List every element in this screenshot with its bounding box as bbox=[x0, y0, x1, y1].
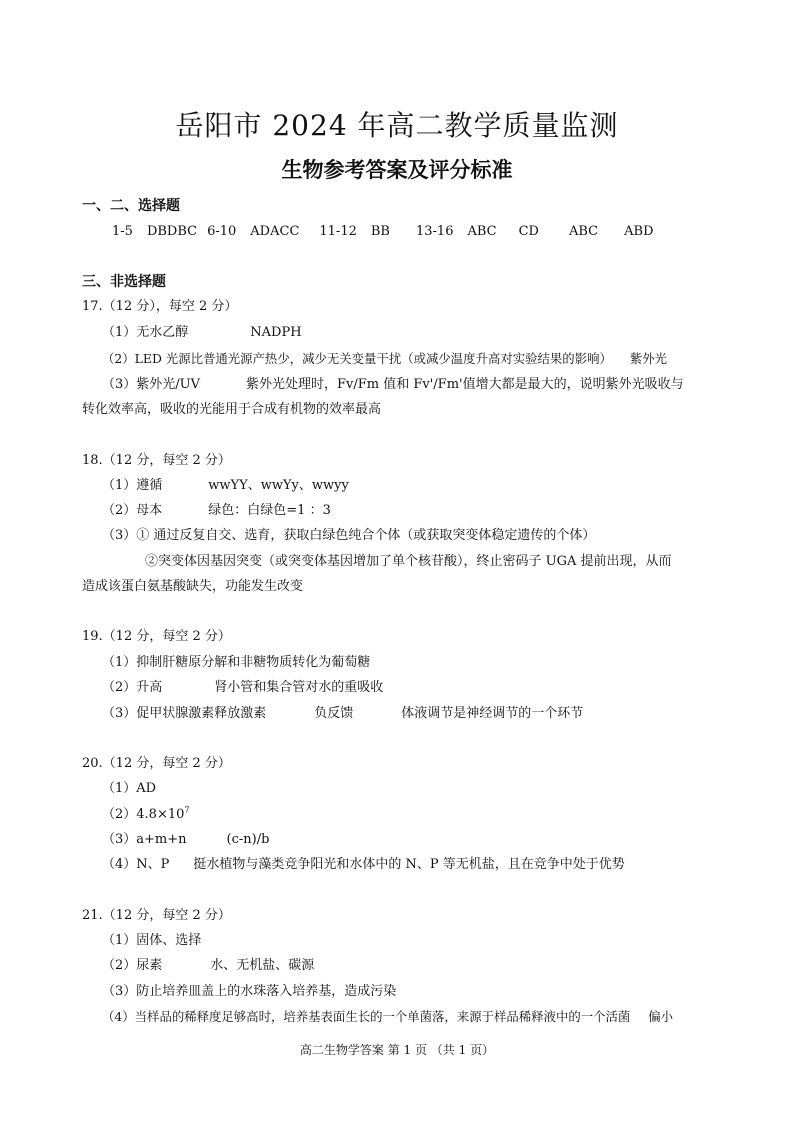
q21-answer-4b: 偏小 bbox=[648, 1009, 674, 1024]
page-footer: 高二生物学答案 第 1 页 （共 1 页） bbox=[299, 1043, 495, 1057]
q21-answer-4a: （4）当样品的稀释度足够高时，培养基表面生长的一个单菌落，来源于样品稀释液中的一个活菌 bbox=[102, 1009, 631, 1024]
q20-header: 20.（12 分，每空 2 分） bbox=[82, 756, 231, 771]
q20-answer-4 bbox=[102, 856, 625, 874]
section-heading-nonchoice: 三、非选择题 bbox=[82, 274, 166, 290]
q17-answer-3b: 紫外光处理时，Fv/Fm 值和 Fv'/Fm'值增大都是最大的，说明紫外光吸收与 bbox=[246, 377, 684, 392]
answer-range: 13-16 bbox=[415, 224, 454, 239]
q19-answer-1: （1）抑制肝糖原分解和非糖物质转化为葡萄糖 bbox=[102, 655, 371, 670]
q20-answer-4b: 挺水植物与藻类竞争阳光和水体中的 N、P 等无机盐，且在竞争中处于优势 bbox=[193, 857, 625, 872]
choice-answers-row bbox=[112, 223, 654, 241]
q18-answer-1b: wwYY、wwYy、wwyy bbox=[208, 478, 349, 493]
q21-answer-2 bbox=[102, 957, 314, 975]
q19-answer-3 bbox=[102, 705, 583, 723]
q21-answer-4 bbox=[102, 1008, 673, 1026]
answer-value: BB bbox=[370, 224, 390, 239]
q20-answer-1: （1）AD bbox=[102, 781, 157, 796]
q21-answer-2b: 水、无机盐、碳源 bbox=[210, 958, 315, 973]
answer-value: ABC bbox=[568, 224, 599, 239]
q17-answer-2b: 紫外光 bbox=[629, 351, 668, 366]
q20-answer-2-exponent: 7 bbox=[184, 805, 190, 815]
answer-value: DBDBC bbox=[146, 224, 198, 239]
q17-answer-1a: （1）无水乙醇 bbox=[102, 325, 189, 340]
answer-range: 6-10 bbox=[207, 224, 237, 239]
q18-header: 18.（12 分，每空 2 分） bbox=[82, 453, 231, 468]
q17-answer-3-cont: 转化效率高，吸收的光能用于合成有机物的效率最高 bbox=[82, 402, 382, 417]
q18-answer-2a: （2）母本 bbox=[102, 503, 163, 518]
section-heading-choice: 一、二、选择题 bbox=[82, 198, 180, 214]
answer-range: 1-5 bbox=[112, 224, 133, 239]
answer-value: ABD bbox=[624, 224, 654, 239]
q19-answer-2 bbox=[102, 679, 383, 697]
q18-answer-3-cont: 造成该蛋白氨基酸缺失，功能发生改变 bbox=[82, 579, 304, 594]
q18-answer-2 bbox=[102, 502, 331, 520]
q17-header: 17.（12 分），每空 2 分） bbox=[82, 299, 238, 314]
answer-range: 11-12 bbox=[319, 224, 357, 239]
q21-header: 21.（12 分，每空 2 分） bbox=[82, 908, 231, 923]
q18-answer-3: （3）① 通过反复自交、选育，获取白绿色纯合个体（或获取突变体稳定遗传的个体） bbox=[102, 528, 596, 543]
q19-answer-3a: （3）促甲状腺激素释放激素 bbox=[102, 706, 267, 721]
q18-answer-1a: （1）遵循 bbox=[102, 478, 163, 493]
q18-answer-2b: 绿色：白绿色=1 ：3 bbox=[208, 503, 331, 518]
q19-answer-3b: 负反馈 bbox=[314, 706, 354, 721]
q20-answer-3b: (c-n)/b bbox=[226, 832, 270, 847]
q19-answer-3c: 体液调节是神经调节的一个环节 bbox=[401, 706, 584, 721]
answer-value: ABC bbox=[467, 224, 497, 239]
answer-value: ADACC bbox=[250, 224, 300, 239]
q20-answer-2 bbox=[102, 806, 189, 824]
q17-answer-1b: NADPH bbox=[250, 325, 302, 340]
q21-answer-1: （1）固体、选择 bbox=[102, 933, 202, 948]
q21-answer-3: （3）防止培养皿盖上的水珠落入培养基，造成污染 bbox=[102, 984, 397, 999]
q17-answer-1 bbox=[102, 324, 302, 342]
q19-answer-2a: （2）升高 bbox=[102, 680, 163, 695]
q21-answer-2a: （2）尿素 bbox=[102, 958, 163, 973]
q17-answer-2 bbox=[102, 350, 667, 368]
q20-answer-3a: （3）a+m+n bbox=[102, 832, 187, 847]
q20-answer-3 bbox=[102, 831, 269, 849]
answer-value: CD bbox=[518, 224, 539, 239]
q19-header: 19.（12 分，每空 2 分） bbox=[82, 629, 231, 644]
q20-answer-4a: （4）N、P bbox=[102, 857, 170, 872]
q17-answer-3a: （3）紫外光/UV bbox=[102, 377, 200, 392]
q18-answer-1 bbox=[102, 477, 349, 495]
q17-answer-2a: （2）LED 光源比普通光源产热少，减少无关变量干扰（或减少温度升高对实验结果的影响） bbox=[102, 351, 612, 366]
page-subtitle: 生物参考答案及评分标准 bbox=[281, 158, 513, 182]
page-title: 岳阳市 2024 年高二教学质量监测 bbox=[175, 109, 619, 142]
q20-answer-2a: （2）4.8×10 bbox=[102, 807, 185, 822]
q18-answer-3-part2: ②突变体因基因突变（或突变体基因增加了单个核苷酸），终止密码子 UGA 提前出现，从而 bbox=[145, 554, 672, 569]
q19-answer-2b: 肾小管和集合管对水的重吸收 bbox=[214, 680, 384, 695]
q17-answer-3 bbox=[102, 376, 684, 394]
